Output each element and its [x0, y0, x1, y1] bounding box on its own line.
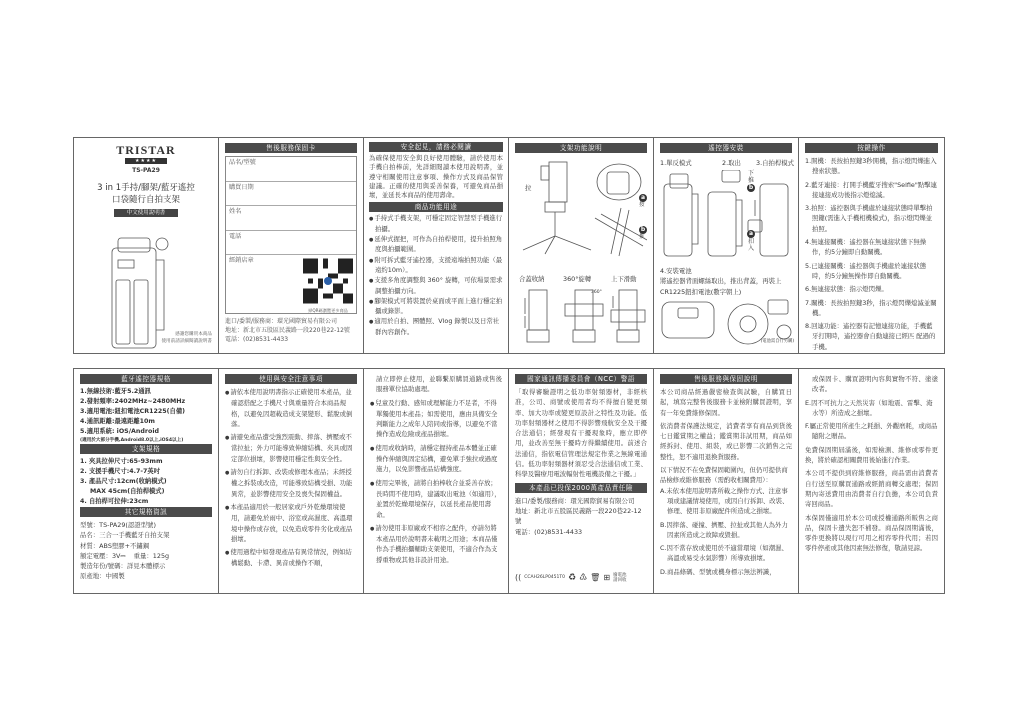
- section-header: 售後服務保固卡: [225, 143, 357, 153]
- slide-label: 上下滑動: [611, 275, 637, 283]
- list-item: ● 請勿使用非原廠或不相容之配件，亦請勿將本產品用於說明書未載明之用途；本商品僅作為手機拍攝輔助支架使用，不適合作為支撐重物或其他非設計用途。: [370, 523, 502, 565]
- list-item: ● 適用於自拍、團體照、Vlog 錄製以及日常社群內容創作。: [369, 317, 503, 337]
- card-field-name[interactable]: 姓名: [226, 206, 356, 231]
- leaflet-back: [73, 368, 945, 594]
- remote-modes-illustration: [660, 170, 795, 260]
- section-header: 其它規格資訊: [80, 507, 212, 517]
- list-item: C.因不當存放或使用於不適當環境（如潮濕、高溫或易受水氣影響）所導致損壞。: [660, 544, 788, 563]
- fold-label: 合蓋收納: [519, 275, 545, 283]
- list-item: ● 請避免產品遭受強烈震動、摔落、擠壓或不當拉扯；外力可能導致伸縮結構、夾具或固定部位損壞，影響使用穩定性與安全性。: [225, 432, 357, 464]
- list-item: F.屬正常使用所產生之耗損、外觀磨耗，或商品隨附之贈品。: [805, 422, 938, 441]
- section-header: 國家通訊傳播委員會（NCC）警語: [515, 374, 647, 384]
- card-field-date[interactable]: 購買日期: [226, 182, 356, 207]
- button-operation-panel: [799, 138, 944, 353]
- list-item: 8.回連功能：遙控器有記憶連接功能，手機藍牙打開時，遙控器會自動連接已經匹 配過的手機。: [805, 322, 936, 351]
- section-header: 按鍵操作: [805, 143, 938, 153]
- card-field-dealer-stamp[interactable]: 經銷店章 掃QR碼瀏覽更多商品: [226, 255, 356, 313]
- card-field-product[interactable]: 品名/型號: [226, 157, 356, 182]
- qr-code: 掃QR碼瀏覽更多商品: [303, 258, 353, 314]
- list-item: B.因摔落、碰撞、擠壓、拉扯或其他人為外力因素所造成之故障或毀損。: [660, 520, 788, 539]
- list-item: 4.無連接關機：遙控器在無連接狀態下無操作，約5分鐘即自動關機。: [805, 238, 927, 257]
- rotate-label: 360°旋轉: [563, 275, 592, 283]
- list-item: ● 手持式手機支架，可穩定固定智慧型手機進行拍攝。: [369, 214, 503, 234]
- tripod-illustration: [515, 158, 595, 258]
- list-item: ● 使用完畢後，請將自拍棒收合並妥善存放；長時間不使用時，建議取出電池（如適用），並置於乾燥環境保存，以延長產品使用壽命。: [370, 478, 502, 520]
- section-header: 支架功能說明: [515, 143, 647, 153]
- after-sales-continued-panel: 或保固卡、購買證明內容與實物不符、塗塗改者。 E.因不可抗力之天然災害（如地震、雷擊、淹水等）所造成之損壞。 F.屬正常使用所產生之耗損、外觀磨耗，或商品隨附之贈品。 免費保固期屆滿後，如需檢測、維修或零件更換，將於確認相關費用後始進行作業。 本公司不提供到府維修服務，商品需由消費者自行送至原購買通路或經銷商轉交處理；保固期內寄送費用由消費者自行負擔，本公司負責寄回商品。 本保固僅適用於本公司或授權通路所販售之商品，保固卡遺失恕不補發。商品保固期滿後，零件更換將以現行可用之相容零件代用；若因零件停產或其他因素無法修復，敬請見諒。: [805, 375, 938, 553]
- list-item: ● 請勿自行拆卸、改裝或修理本產品；未經授權之拆裝或改造，可能導致結構受損、功能異常，並影響使用安全及喪失保固權益。: [225, 467, 357, 499]
- section-header: 本產品已投保2000萬產品責任險: [515, 483, 647, 493]
- list-item: ● 附可拆式藍牙遙控器，支援遠端拍照功能（最遠約10m）。: [369, 256, 503, 276]
- weee-bin-icon: 🗑: [590, 572, 601, 582]
- list-item: 7.關機：長按拍照鍵3秒，指示燈閃爍熄滅並關機。: [805, 298, 937, 317]
- usage-safety-panel: [219, 369, 364, 593]
- battery-instructions: 4.安裝電池 將遙控器背面螺絲取出，推出背蓋，再裝上CR1225鈕扣電池(數字朝上): [660, 267, 782, 296]
- list-item: ● 支援多角度調整與 360° 旋轉，可依場景需求調整拍攝方向。: [369, 276, 503, 296]
- ncc-icon: ((: [515, 572, 522, 582]
- remote-install-panel: 遙控器安裝 1.單反模式 2.取出 3.自拍桿模式 下 推 b a 扣 入 4.安裝電池 將遙控器背面螺絲取出，推出背蓋，再裝上CR1225鈕扣電池(數字朝上) (電池需自行另購): [654, 138, 799, 353]
- list-item: 3.拍照：遙控器與手機處於連接狀態時單擊拍照鍵(需進入手機相機模式)，指示燈閃爍並拍照。: [805, 204, 933, 233]
- warranty-card: [225, 156, 357, 314]
- section-header: 售後服務與保固說明: [660, 374, 792, 384]
- list-item: D.商品條碼、型號或機身標示無法辨識，: [660, 567, 776, 576]
- warranty-card-panel: [219, 138, 364, 353]
- stand-modes-illustration: [515, 288, 650, 350]
- section-header: 安全起見，請務必閱讀: [369, 142, 503, 152]
- manual-badge: 中文使用說明書: [114, 209, 178, 217]
- leaflet-front: [73, 137, 945, 354]
- ncc-panel: 國家通訊傳播委員會（NCC）警語 「取得審驗證明之低功率射頻器材，非經核准，公司、商號或使用者均不得擅自變更頻率、加大功率或變更原設計之特性及功能。低功率射頻器材之使用不得影響飛航安全及干擾合法通信；經發現有干擾現象時，應立即停用，並改善至無干擾時方得繼續使用。前述合法通信，指依電信管理法規定作業之無線電通信。低功率射頻器材須忍受合法通信或工業、科學及醫療用電波輻射性電機設備之干擾。」 本產品已投保2000萬產品責任險 進口/委製/服務商：環光國際貿易有限公司 地址：新北市五股區民義路一段220巷22-12號 電話：(02)8531-4433 (( CCAH26LP0451T0 ♻ ♳ 🗑 ⊞ 廢電池請回收: [509, 369, 654, 593]
- section-header: 藍牙遙控器規格: [80, 374, 212, 384]
- certification-marks: (( CCAH26LP0451T0 ♻ ♳ 🗑 ⊞ 廢電池請回收: [515, 572, 627, 583]
- after-sales-panel: 售後服務與保固說明 本公司商品經過嚴密檢查與試驗，自購買日起，填寫完整售後服務卡並檢附購買證明，享有一年免費維修保固。 依消費者保護法規定，消費者享有商品到貨後七日鑑賞期之權益；鑑賞期非試用期，商品如經拆封、使用、組裝，或已影響二次銷售之完整性，恕不適用退換貨服務。 以下情況不在免費保固範圍內，但仍可提供商品檢修或維修服務（需酌收相關費用）： A.未依本使用說明書所載之操作方式、注意事項或建議情境使用，或因自行拆卸、改裝、修理、使用非原廠配件所造成之損壞。 B.因摔落、碰撞、擠壓、拉扯或其他人為外力因素所造成之故障或毀損。 C.因不當存放或使用於不適當環境（如潮濕、高溫或易受水氣影響）所導致損壞。 D.商品條碼、型號或機身標示無法辨識，: [654, 369, 799, 593]
- usage-safety-continued-panel: 請立即停止使用，並聯繫原購買通路或售後服務單位協助處理。 ● 兒童及行動、感知或理解能力不足者，不得單獨使用本產品；如需使用，應由具備安全判斷能力之成年人陪同或指導，以避免不當操作造成危險或產品損壞。 ● 使用或收納時，請穩定握持產品本體並正確操作伸縮與固定結構，避免單手強拉或過度施力，以免影響產品結構強度。 ● 使用完畢後，請將自拍棒收合並妥善存放；長時間不使用時，建議取出電池（如適用），並置於乾燥環境保存，以延長產品使用壽命。 ● 請勿使用非原廠或不相容之配件，亦請勿將本產品用於說明書未載明之用途；本商品僅作為手機拍攝輔助支架使用，不適合作為支撐重物或其他非設計用途。: [364, 369, 509, 593]
- list-item: A.未依本使用說明書所載之操作方式、注意事項或建議情境使用，或因自行拆卸、改裝、修理、使用非原廠配件所造成之損壞。: [660, 486, 789, 516]
- list-item: ● 延伸式握把，可作為自拍桿使用，提升拍照角度與拍攝範圍。: [369, 235, 503, 255]
- recycle-icon: ♻: [568, 572, 577, 583]
- list-item: E.因不可抗力之天然災害（如地震、雷擊、淹水等）所造成之損壞。: [805, 398, 933, 417]
- battery-recycle-icon: ⊞: [603, 572, 611, 582]
- specifications-panel: 藍牙遙控器規格 1.無線技術:藍牙5.2通訊 2.發射頻率:2402MHz~2480MHz 3.適用電池:鈕扣電池CR1225(自備) 4.通訊距離:最遠距離10m 5.適用系統: iOS/Android (適用於大部分手機,Android8.0以上,iOS4以上) 支架規格 1. 夾具拉伸尺寸:65-93mm 2. 支援手機尺寸:4.7-7英吋 3. 產品尺寸:12cm(收納模式) MAX 45cm(自拍桿模式) 4. 自拍桿可拉伸:23cm 其它規格資訊 型號：TS-PA29(認證型號) 品名：三合一手機藍牙自拍支架 材質：ABS塑膠+不鏽鋼 額定電壓：3V⎓ 重量：125g 製造年份/號碼：詳見本體標示 原產地：中國製: [74, 369, 219, 593]
- cover-panel: [74, 138, 219, 353]
- brand-logo: TRISTAR ★★★★ TS-PA29: [116, 143, 176, 174]
- cover-footnote: 感謝您購買本商品 使用前請詳細閱讀說明書: [161, 332, 212, 344]
- list-item: ● 使用或收納時，請穩定握持產品本體並正確操作伸縮與固定結構，避免單手強拉或過度施力，以免影響產品結構強度。: [370, 443, 502, 475]
- card-field-phone[interactable]: 電話: [226, 231, 356, 256]
- list-item: 2.藍牙連接：打開手機藍牙搜索"Selfie"點擊連接連接成功後指示燈熄滅。: [805, 180, 937, 199]
- qr-code-icon: [303, 258, 353, 304]
- list-item: ● 請依本使用說明書指示正確使用本產品，並確認搭配之手機尺寸與重量符合本商品規格，以避免因超載造成支架變形、鬆脫或倒落。: [225, 387, 357, 429]
- list-item: 1.開機：長按拍照鍵3秒開機，指示燈閃爍進入搜索狀態。: [805, 157, 937, 176]
- section-header: 商品功能用途: [369, 202, 503, 212]
- stand-functions-panel: 支架功能說明 拉 a 按 b 推 合蓋收納 360°旋轉 上下滑動 360°: [509, 138, 654, 353]
- product-title: 3 in 1手持/腳架/藍牙遙控 口袋隨行自拍支架: [97, 182, 195, 205]
- section-header: 支架規格: [80, 444, 212, 454]
- safety-intro-panel: 安全起見，請務必閱讀 為確保使用安全與良好使用體驗，請於使用本手機自拍棒前，先詳細閱讀本使用說明書，並遵守相關使用注意事項、操作方式及商品保管建議。正確的使用與妥善保養，可避免商品損壞，並延長本商品的使用壽命。 商品功能用途 ● 手持式手機支架，可穩定固定智慧型手機進行拍攝。 ● 延伸式握把，可作為自拍桿使用，提升拍照角度與拍攝範圍。 ● 附可拆式藍牙遙控器，支援遠端拍照功能（最遠約10m）。 ● 支援多角度調整與 360° 旋轉，可依場景需求調整拍攝方向。 ● 腳架模式可將裝置於桌面或平面上進行穩定拍攝或錄影。 ● 適用於自拍、團體照、Vlog 錄製以及日常社群內容創作。: [364, 138, 509, 353]
- list-item: ● 兒童及行動、感知或理解能力不足者，不得單獨使用本產品；如需使用，應由具備安全判斷能力之成年人陪同或指導，以避免不當操作造成危險或產品損壞。: [370, 398, 502, 440]
- recycle-triangle-icon: ♳: [579, 572, 588, 583]
- section-header: 遙控器安裝: [660, 143, 792, 153]
- importer-info: 進口/委製/服務商：環光國際貿易有限公司 地址：新北市五股區民義路一段220巷22-12號 電話：(02)8531-4433: [225, 318, 350, 343]
- list-item: 5.已連接關機：遙控器與手機處於連接狀態時，約5分鐘無操作即自動關機。: [805, 261, 927, 280]
- list-item: ● 使用過程中如發現產品有異常情況，例如結構鬆動、卡滯、異音或操作不順，: [225, 547, 357, 569]
- list-item: 6.無連接狀態：指示燈閃爍。: [805, 285, 888, 294]
- section-header: 使用與安全注意事項: [225, 374, 357, 384]
- list-item: ● 本產品適用於一般居家或戶外乾燥環境使用，請避免於雨中、浴室或高濕度、高溫環境中操作或存放，以免造成零件劣化或產品損壞。: [225, 502, 357, 544]
- list-item: ● 腳架模式可將裝置於桌面或平面上進行穩定拍攝或錄影。: [369, 297, 503, 317]
